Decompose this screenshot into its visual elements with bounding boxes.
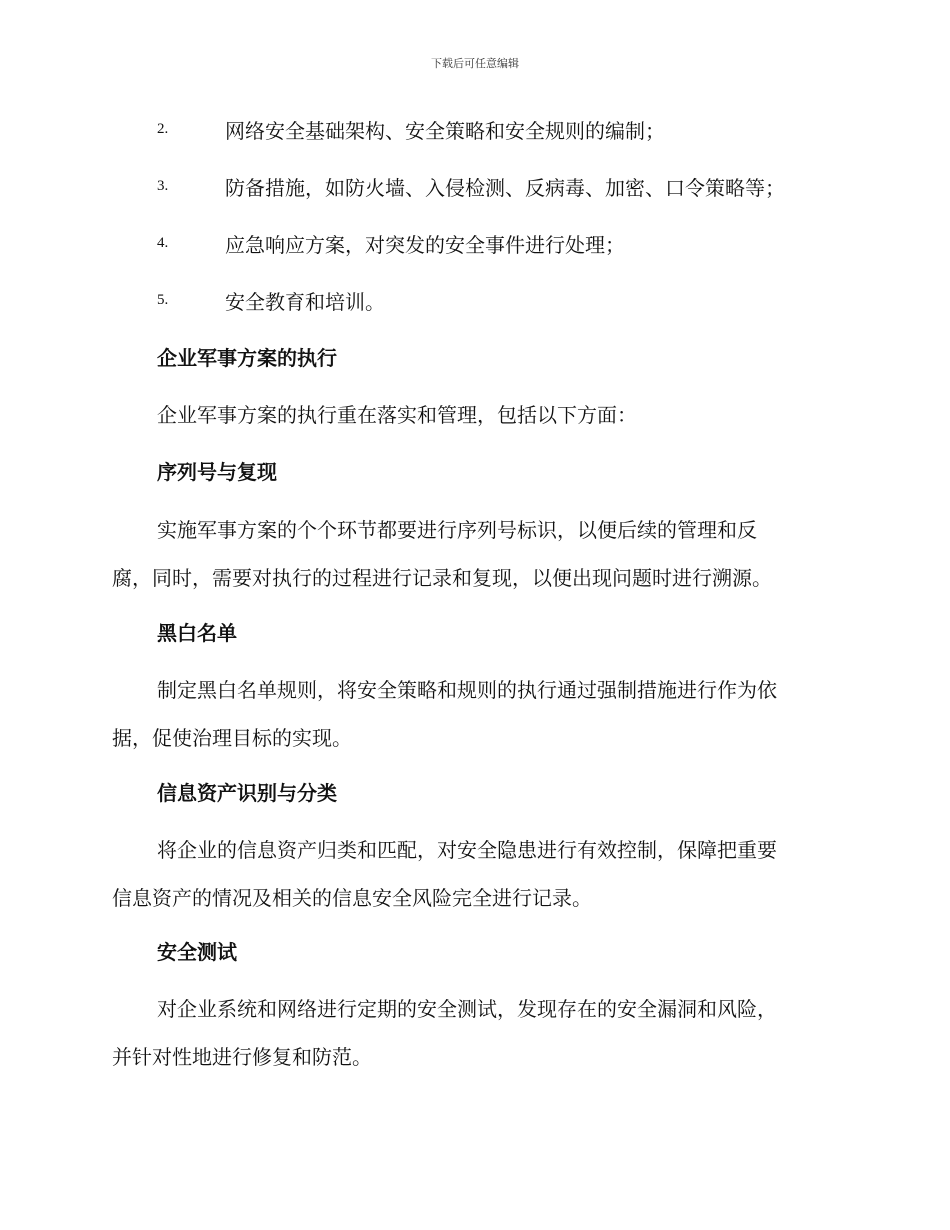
list-item <box>157 228 625 258</box>
paragraph-line: 腐，同时，需要对执行的过程进行记录和复现，以便出现问题时进行溯源。 <box>112 566 772 590</box>
paragraph-line: 将企业的信息资产归类和匹配，对安全隐患进行有效控制，保障把重要 <box>157 838 777 862</box>
section-heading-assets: 信息资产识别与分类 <box>157 781 337 805</box>
paragraph-line: 制定黑白名单规则，将安全策略和规则的执行通过强制措施进行作为依 <box>157 678 777 702</box>
section-heading-list: 黑白名单 <box>157 621 237 645</box>
testing-paragraph <box>112 994 832 1090</box>
list-paragraph <box>112 675 832 771</box>
paragraph-line: 对企业系统和网络进行定期的安全测试，发现存在的安全漏洞和风险， <box>157 997 777 1021</box>
list-number: 4. <box>157 234 169 251</box>
list-text: 防备措施，如防火墙、入侵检测、反病毒、加密、口令策略等； <box>225 175 785 200</box>
list-number: 2. <box>157 120 169 137</box>
execution-intro: 企业军事方案的执行重在落实和管理，包括以下方面： <box>157 403 637 427</box>
list-text: 应急响应方案，对突发的安全事件进行处理； <box>225 232 625 257</box>
list-text: 安全教育和培训。 <box>225 289 385 314</box>
list-text: 网络安全基础架构、安全策略和安全规则的编制； <box>225 118 665 143</box>
paragraph-line: 据，促使治理目标的实现。 <box>112 726 352 750</box>
list-item <box>157 171 785 201</box>
paragraph-line: 并针对性地进行修复和防范。 <box>112 1045 372 1069</box>
list-item <box>157 114 665 144</box>
serial-paragraph <box>112 515 832 611</box>
section-heading-execution: 企业军事方案的执行 <box>157 346 337 370</box>
paragraph-line: 实施军事方案的个个环节都要进行序列号标识，以便后续的管理和反 <box>157 518 757 542</box>
list-item <box>157 285 385 315</box>
section-heading-serial: 序列号与复现 <box>157 460 277 484</box>
list-number: 3. <box>157 177 169 194</box>
page-header: 下载后可任意编辑 <box>431 57 519 70</box>
paragraph-line: 信息资产的情况及相关的信息安全风险完全进行记录。 <box>112 886 592 910</box>
list-number: 5. <box>157 291 169 308</box>
section-heading-testing: 安全测试 <box>157 940 237 964</box>
assets-paragraph <box>112 835 832 931</box>
